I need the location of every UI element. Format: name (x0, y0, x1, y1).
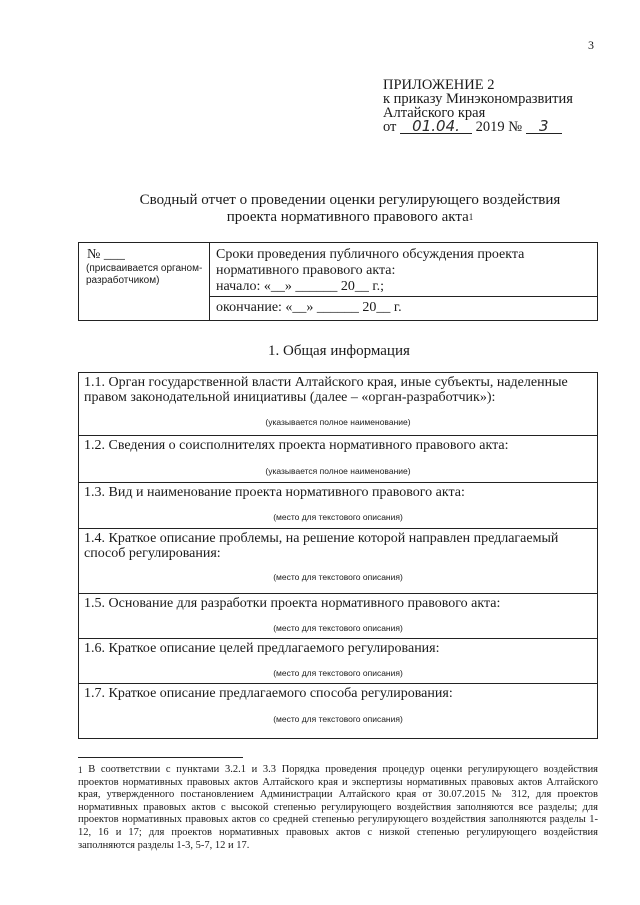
handwritten-date: 01.04. (400, 120, 472, 134)
page-number: 3 (588, 38, 594, 52)
end-date: окончание: «__» ______ 20__ г. (216, 300, 402, 315)
terms-cell (210, 243, 597, 320)
title-line-2: проекта нормативного правового акта$^1$ (226, 209, 474, 225)
footnote-text: В соответствии с пунктами 3.2.1 и 3.3 Порядка проведения процедур оценки регулирующего воздействия проектов нормативных правовых актов Алтайского края и экспертизы нормативных правовых актов Алтайского края, утвержденного постановлением Администрации Алтайского края от 30.07.2015 № 312, для проектов нормативных правовых актов с высокой степенью регулирующего воздействия заполняются все разделы; для проектов нормативных правовых актов со средней степенью регулирующего воздействия заполняются разделы 1-12, 16 и 17; для проектов нормативных правовых актов с низкой степенью регулирующего воздействия заполняются разделы 1-3, 5-7, 12 и 17. (78, 764, 599, 851)
handwritten-number: 3 (526, 120, 562, 134)
table-row: 1.5. Основание для разработки проекта нормативного правового акта: (место для текстового описания) (79, 593, 597, 638)
table-row: 1.2. Сведения о соисполнителях проекта нормативного правового акта: (указывается полное наименование) (79, 435, 597, 482)
appendix-region-line: Алтайского края (383, 105, 486, 121)
appendix-order-line: к приказу Минэкономразвития (383, 91, 573, 107)
appendix-title: ПРИЛОЖЕНИЕ 2 (383, 77, 495, 93)
table-row: 1.6. Краткое описание целей предлагаемого регулирования: (место для текстового описания) (79, 638, 597, 683)
start-date: начало: «__» ______ 20__ г.; (216, 279, 384, 294)
table-row: 1.4. Краткое описание проблемы, на решение которой направлен предлагаемый способ регулирования: (место для текстового описания) (79, 528, 597, 593)
number-cell (79, 243, 210, 320)
footnote-marker: 1 (78, 765, 83, 775)
section-heading: 1. Общая информация (268, 343, 410, 359)
header-table (78, 242, 598, 321)
footnote-separator (78, 757, 243, 758)
title-line-1: Сводный отчет о проведении оценки регулирующего воздействия (139, 192, 561, 208)
year-label: 2019 № (475, 119, 523, 135)
general-info-table (78, 372, 598, 739)
terms-divider (210, 296, 597, 297)
table-row: 1.3. Вид и наименование проекта нормативного правового акта: (место для текстового описания) (79, 482, 597, 528)
date-prefix: от (383, 119, 397, 135)
document-title (90, 192, 610, 226)
table-row: 1.7. Краткое описание предлагаемого способа регулирования: (место для текстового описания) (79, 683, 597, 738)
footnote (78, 764, 598, 852)
footnote-ref: 1 (468, 212, 474, 222)
appendix-header (383, 78, 573, 134)
number-note: (присваивается органом- разработчиком) (86, 263, 203, 286)
table-row: 1.1. Орган государственной власти Алтайского края, иные субъекты, наделенные правом законодательной инициативы (далее – «орган-разработчик»): (указывается полное наименование) (84, 375, 568, 427)
number-label: № ___ (87, 247, 125, 262)
terms-text: Сроки проведения публичного обсуждения проекта нормативного правового акта: начало: «__» ______ 20__ г.; (216, 247, 525, 294)
appendix-date-line (383, 117, 573, 135)
